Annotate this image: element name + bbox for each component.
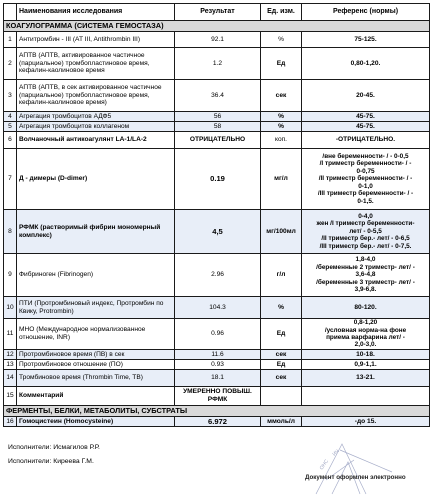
section-title: КОАГУЛОГРАММА (СИСТЕМА ГЕМОСТАЗА) <box>4 21 430 32</box>
row-number: 10 <box>4 297 17 319</box>
performer-line: Исполнители: Исмагилов Р.Р. <box>8 444 100 451</box>
reference-line: 0-0,75 <box>356 167 375 175</box>
section-enzymes <box>4 406 430 417</box>
reference-line: /III триместр беременности- / - <box>317 190 414 198</box>
test-result: 18.1 <box>175 370 261 387</box>
test-reference: -ОТРИЦАТЕЛЬНО. <box>302 132 430 149</box>
test-name: Протромбиновое отношение (ПО) <box>17 360 175 370</box>
test-reference: 75-125. <box>302 32 430 48</box>
test-unit: Ед <box>261 48 302 80</box>
row-number: 14 <box>4 370 17 387</box>
test-reference: 45-75. <box>302 112 430 122</box>
results-table <box>3 3 430 427</box>
table-row <box>4 387 430 406</box>
test-reference <box>302 319 430 350</box>
reference-line: /II триместр бер.- лет/ - 0-6,5 <box>321 235 410 243</box>
reference-line: 0-4,0 <box>358 212 373 220</box>
section-coagulogram <box>4 21 430 32</box>
test-name: ПТИ (Протромбиновый индекс, Протромбин по Квику, Protrombin) <box>17 297 175 319</box>
test-name: АПТВ (АПТВ, в сек активированное частичное (парциальное) тромбопластиновое время, кефалин-каолиновое время) <box>17 80 175 112</box>
test-unit: % <box>261 32 302 48</box>
test-name: АПТВ (АПТВ, активированное частичное (парциальное) тромбопластиновое время, кефалин-каолиновое время <box>17 48 175 80</box>
table-row <box>4 360 430 370</box>
reference-line: 3,6-4,8 <box>355 271 376 279</box>
reference-line: /I триместр беременности- / - <box>319 160 412 168</box>
test-result: 6.972 <box>175 417 261 427</box>
test-reference: 0,9-1,1. <box>302 360 430 370</box>
table-row <box>4 319 430 350</box>
test-reference: 80-120. <box>302 297 430 319</box>
table-row <box>4 32 430 48</box>
table-row <box>4 370 430 387</box>
test-name: РФМК (растворимый фибрин мономерный комплекс) <box>17 210 175 254</box>
reference-line: /вне беременности- / - 0-0,5 <box>322 153 409 161</box>
reference-line: лет/ - 0-5,5 <box>349 227 382 235</box>
svg-text:ОНС: ОНС <box>318 458 331 472</box>
reference-line: 3,9-6,8. <box>354 286 377 294</box>
table-row <box>4 297 430 319</box>
test-reference: 13-21. <box>302 370 430 387</box>
test-unit: коп. <box>261 132 302 149</box>
test-result: УМЕРЕННО ПОВЫШ. РФМК <box>175 387 261 406</box>
test-name: Фибриноген (Fibrinogen) <box>17 254 175 297</box>
test-name: Агрегация тромбоцитов коллагеном <box>17 122 175 132</box>
test-result: 0.19 <box>175 149 261 210</box>
row-number: 2 <box>4 48 17 80</box>
test-result: 11.6 <box>175 350 261 360</box>
reference-line: /II триместр беременности- / - <box>318 175 413 183</box>
row-number: 16 <box>4 417 17 427</box>
header-no-cell <box>4 4 17 21</box>
header-name: Наименования исследования <box>17 4 175 21</box>
row-number: 7 <box>4 149 17 210</box>
row-number: 1 <box>4 32 17 48</box>
header-reference: Референс (нормы) <box>302 4 430 21</box>
test-unit: % <box>261 112 302 122</box>
table-row <box>4 122 430 132</box>
test-result: 0.96 <box>175 319 261 350</box>
electronic-document-note: Документ оформлен электронно <box>305 474 406 481</box>
test-name: МНО (Международное нормализованное отношение, INR) <box>17 319 175 350</box>
row-number: 9 <box>4 254 17 297</box>
section-title: ФЕРМЕНТЫ, БЕЛКИ, МЕТАБОЛИТЫ, СУБСТРАТЫ <box>4 406 430 417</box>
test-result: 36.4 <box>175 80 261 112</box>
lab-report <box>3 3 429 427</box>
header-result: Результат <box>175 4 261 21</box>
test-result: 56 <box>175 112 261 122</box>
test-reference <box>302 210 430 254</box>
reference-line: 0-1,0 <box>358 182 373 190</box>
test-name: Д - димеры (D-dimer) <box>17 149 175 210</box>
test-unit: сек <box>261 370 302 387</box>
svg-text:ИЧ: ИЧ <box>331 448 341 458</box>
row-number: 12 <box>4 350 17 360</box>
test-unit: мг/100мл <box>261 210 302 254</box>
test-result: 4,5 <box>175 210 261 254</box>
test-name: Волчаночный антикоагулянт LA-1/LA-2 <box>17 132 175 149</box>
reference-line: 2,0-3,0. <box>354 341 377 349</box>
reference-line: 0-1,5. <box>357 197 374 205</box>
test-unit: ммоль/л <box>261 417 302 427</box>
reference-line: /беременные 3 триместр- лет/ - <box>316 278 415 286</box>
table-row <box>4 112 430 122</box>
test-result: ОТРИЦАТЕЛЬНО <box>175 132 261 149</box>
table-row <box>4 48 430 80</box>
reference-line: 1,8-4,0 <box>355 256 376 264</box>
test-name: Гомоцистеин (Homocysteine) <box>17 417 175 427</box>
reference-line: 0,8-1,20 <box>353 319 378 327</box>
stamp-image <box>296 436 420 498</box>
table-row <box>4 132 430 149</box>
test-unit: г/л <box>261 254 302 297</box>
test-name: Комментарий <box>17 387 175 406</box>
test-reference <box>302 149 430 210</box>
row-number: 15 <box>4 387 17 406</box>
test-name: Агрегация тромбоцитов АДФ5 <box>17 112 175 122</box>
test-reference: 0,80-1,20. <box>302 48 430 80</box>
reference-line: приема варфарина лет/ - <box>326 334 405 341</box>
table-row <box>4 80 430 112</box>
test-result: 2.96 <box>175 254 261 297</box>
row-number: 4 <box>4 112 17 122</box>
test-result: 58 <box>175 122 261 132</box>
test-reference: 20-45. <box>302 80 430 112</box>
row-number: 3 <box>4 80 17 112</box>
test-name: Протромбиновое время (ПВ) в сек <box>17 350 175 360</box>
test-unit: % <box>261 297 302 319</box>
test-unit: Ед <box>261 360 302 370</box>
header-unit: Ед. изм. <box>261 4 302 21</box>
table-row <box>4 254 430 297</box>
test-result: 92.1 <box>175 32 261 48</box>
test-unit: мг/л <box>261 149 302 210</box>
test-result: 0.93 <box>175 360 261 370</box>
test-unit <box>261 387 302 406</box>
test-reference <box>302 254 430 297</box>
row-number: 6 <box>4 132 17 149</box>
test-reference: 10-18. <box>302 350 430 360</box>
row-number: 8 <box>4 210 17 254</box>
table-row <box>4 210 430 254</box>
table-row <box>4 149 430 210</box>
table-row <box>4 350 430 360</box>
table-row <box>4 417 430 427</box>
table-header <box>4 4 430 21</box>
row-number: 5 <box>4 122 17 132</box>
test-unit: % <box>261 122 302 132</box>
test-name: Антитромбин - III (AT III, Antithrombin III) <box>17 32 175 48</box>
reference-line: /III триместр бер.- лет/ - 0-7,5. <box>319 242 412 250</box>
reference-line: жен /I триместр беременности- <box>316 220 415 228</box>
test-reference: 45-75. <box>302 122 430 132</box>
reference-line: /условная норма-на фоне <box>324 326 407 334</box>
test-unit: сек <box>261 80 302 112</box>
test-unit: Ед <box>261 319 302 350</box>
test-name: Тромбиновое время (Thrombin Time, TB) <box>17 370 175 387</box>
test-result: 104.3 <box>175 297 261 319</box>
reference-line: /беременные 2 триместр- лет/ - <box>316 263 415 271</box>
row-number: 11 <box>4 319 17 350</box>
test-reference <box>302 387 430 406</box>
test-reference: -до 15. <box>302 417 430 427</box>
test-result: 1.2 <box>175 48 261 80</box>
performer-line: Исполнители: Киреева Г.М. <box>8 458 94 465</box>
test-unit: сек <box>261 350 302 360</box>
row-number: 13 <box>4 360 17 370</box>
